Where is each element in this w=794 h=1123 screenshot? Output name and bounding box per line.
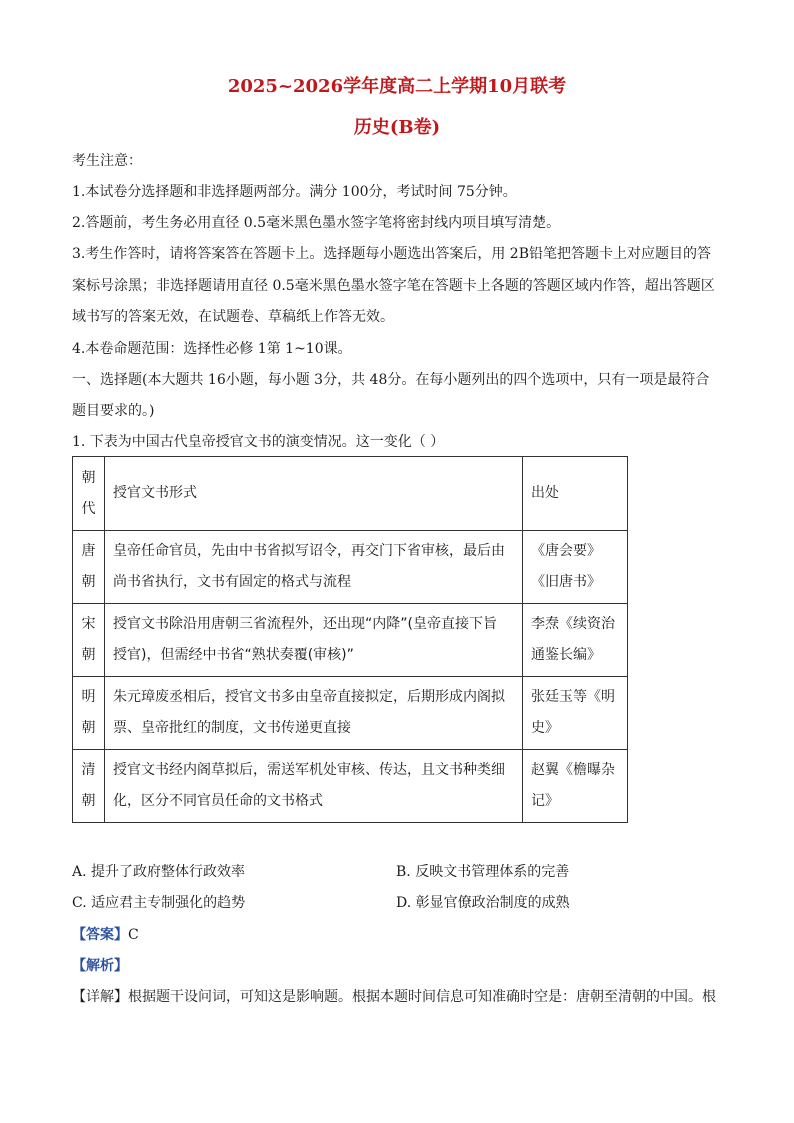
source-line: 通鉴长编》	[531, 647, 601, 663]
dynasty-char: 宋	[81, 616, 96, 632]
section-heading: 一、选择题(本大题共 16小题，每小题 3分，共 48分。在每小题列出的四个选项中，只有一项是最符合	[72, 372, 710, 388]
form-cell	[105, 531, 523, 604]
notice-item-1: 1.本试卷分选择题和非选择题两部分。满分 100分，考试时间 75分钟。	[72, 184, 517, 200]
question-1-stem: 1. 下表为中国古代皇帝授官文书的演变情况。这一变化（ ）	[72, 434, 445, 450]
dynasty-cell	[73, 677, 105, 750]
source-cell	[523, 750, 628, 823]
form-line: 化，区分不同官员任命的文书格式	[113, 793, 323, 809]
source-line: 《旧唐书》	[531, 574, 601, 590]
form-line: 授官)，但需经中书省“熟状奏覆(审核)”	[113, 647, 354, 663]
detail-line	[72, 988, 716, 1006]
dynasty-char: 清	[81, 762, 96, 778]
source-line: 赵翼《檐曝杂	[531, 762, 615, 778]
source-line: 李焘《续资治	[531, 616, 615, 632]
dynasty-char: 朝	[81, 574, 96, 590]
source-header: 出处	[523, 457, 628, 531]
source-cell	[523, 677, 628, 750]
header-char: 代	[81, 500, 96, 517]
dynasty-char: 明	[81, 689, 96, 705]
header-char: 朝	[81, 469, 96, 486]
section-heading-cont: 题目要求的。)	[72, 403, 155, 419]
dynasty-cell	[73, 531, 105, 604]
analysis-line	[72, 957, 128, 975]
table-row	[73, 750, 628, 823]
table-row	[73, 677, 628, 750]
form-line: 授官文书除沿用唐朝三省流程外，还出现“内降”(皇帝直接下旨	[113, 616, 497, 632]
form-line: 朱元璋废丞相后，授官文书多由皇帝直接拟定，后期形成内阁拟	[113, 689, 505, 705]
dynasty-char: 朝	[81, 720, 96, 736]
form-line: 皇帝任命官员，先由中书省拟写诏令，再交门下省审核，最后由	[113, 543, 505, 559]
dynasty-cell	[73, 750, 105, 823]
detail-tag: 【详解】	[72, 989, 128, 1005]
exam-title: 2025~2026学年度高二上学期10月联考	[227, 76, 567, 97]
answer-value: C	[128, 927, 139, 943]
source-line: 张廷玉等《明	[531, 689, 615, 705]
notice-item-4: 4.本卷命题范围：选择性必修 1第 1~10课。	[72, 341, 352, 357]
form-header: 授官文书形式	[105, 457, 523, 531]
dynasty-char: 唐	[81, 543, 96, 559]
table-row	[73, 531, 628, 604]
source-line: 史》	[531, 720, 559, 736]
notice-item-2: 2.答题前，考生务必用直径 0.5毫米黑色墨水签字笔将密封线内项目填写清楚。	[72, 215, 561, 231]
dynasty-char: 朝	[81, 793, 96, 809]
notice-item-3-cont: 案标号涂黑；非选择题请用直径 0.5毫米黑色墨水签字笔在答题卡上各题的答题区域内作答，超出答题区	[72, 278, 715, 294]
notice-item-3: 3.考生作答时，请将答案答在答题卡上。选择题每小题选出答案后，用 2B铅笔把答题卡上对应题目的答	[72, 246, 712, 262]
answer-tag: 【答案】	[72, 927, 128, 943]
option-d: D. 彰显官僚政治制度的成熟	[396, 895, 570, 911]
answer-line	[72, 926, 139, 944]
table-header-row	[73, 457, 628, 531]
table-row	[73, 604, 628, 677]
dynasty-char: 朝	[81, 647, 96, 663]
option-a: A. 提升了政府整体行政效率	[72, 864, 246, 880]
source-cell	[523, 531, 628, 604]
exam-subtitle: 历史(B卷)	[353, 117, 441, 138]
form-cell	[105, 677, 523, 750]
option-c: C. 适应君主专制强化的趋势	[72, 895, 246, 911]
dynasty-header	[73, 457, 105, 531]
source-line: 《唐会要》	[531, 543, 601, 559]
form-line: 票、皇帝批红的制度，文书传递更直接	[113, 720, 351, 736]
source-cell	[523, 604, 628, 677]
form-line: 授官文书经内阁草拟后，需送军机处审核、传达，且文书种类细	[113, 762, 505, 778]
dynasty-cell	[73, 604, 105, 677]
option-b: B. 反映文书管理体系的完善	[396, 864, 570, 880]
detail-text: 根据题干设问词，可知这是影响题。根据本题时间信息可知准确时空是：唐朝至清朝的中国。根	[128, 989, 716, 1005]
notice-heading: 考生注意：	[72, 153, 142, 169]
form-cell	[105, 750, 523, 823]
source-line: 记》	[531, 793, 559, 809]
form-cell	[105, 604, 523, 677]
notice-item-3-cont2: 域书写的答案无效，在试题卷、草稿纸上作答无效。	[72, 309, 394, 325]
form-line: 尚书省执行，文书有固定的格式与流程	[113, 574, 351, 590]
question-1-table	[72, 456, 628, 823]
analysis-tag: 【解析】	[72, 958, 128, 974]
